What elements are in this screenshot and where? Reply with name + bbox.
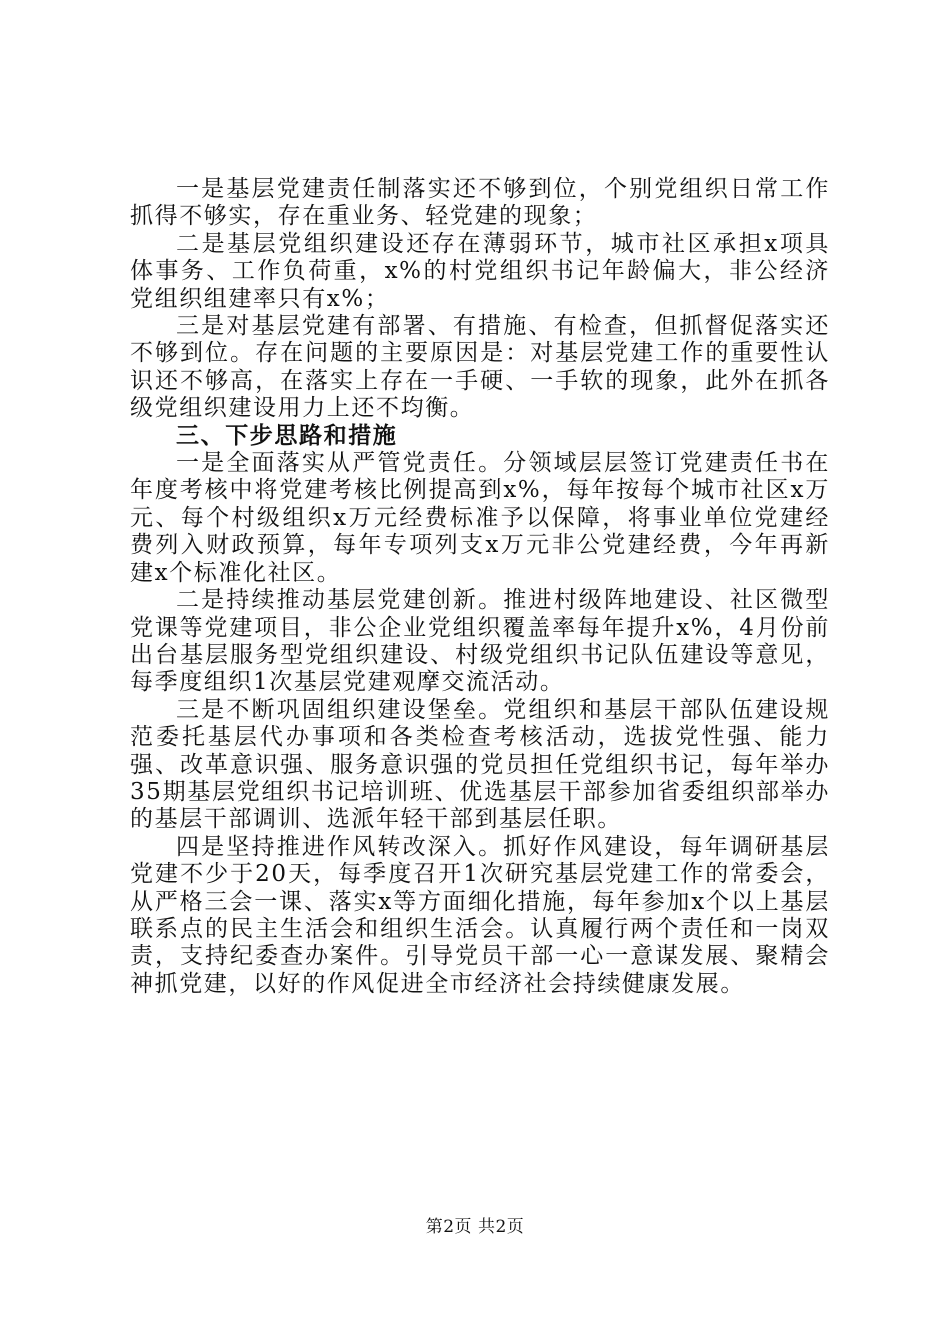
- document-body: [130, 176, 830, 998]
- paragraph-measure-1: 一是全面落实从严管党责任。分领域层层签订党建责任书在年度考核中将党建考核比例提高到x%，每年按每个城市社区x万元、每个村级组织x万元经费标准予以保障，将事业单位党建经费列入财政预算，每年专项列支x万元非公党建经费，今年再新建x个标准化社区。: [130, 450, 830, 586]
- section-heading: 三、下步思路和措施: [176, 422, 398, 449]
- paragraph-measure-2: 二是持续推动基层党建创新。推进村级阵地建设、社区微型党课等党建项目，非公企业党组织覆盖率每年提升x%，4月份前出台基层服务型党组织建设、村级党组织书记队伍建设等意见，每季度组织1次基层党建观摩交流活动。: [130, 587, 830, 696]
- paragraph-problem-3: 三是对基层党建有部署、有措施、有检查，但抓督促落实还不够到位。存在问题的主要原因是：对基层党建工作的重要性认识还不够高，在落实上存在一手硬、一手软的现象，此外在抓各级党组织建设用力上还不均衡。: [130, 313, 830, 422]
- paragraph-problem-2: 二是基层党组织建设还存在薄弱环节，城市社区承担x项具体事务、工作负荷重，x%的村党组织书记年龄偏大，非公经济党组织组建率只有x%；: [130, 230, 830, 312]
- page-footer: 第2页 共2页: [425, 1217, 525, 1237]
- paragraph-problem-1: 一是基层党建责任制落实还不够到位，个别党组织日常工作抓得不够实，存在重业务、轻党建的现象；: [130, 176, 830, 230]
- paragraph-measure-4: 四是坚持推进作风转改深入。抓好作风建设，每年调研基层党建不少于20天，每季度召开1次研究基层党建工作的常委会，从严格三会一课、落实x等方面细化措施，每年参加x个以上基层联系点的民主生活会和组织生活会。认真履行两个责任和一岗双责，支持纪委查办案件。引导党员干部一心一意谋发展、聚精会神抓党建，以好的作风促进全市经济社会持续健康发展。: [130, 833, 830, 997]
- paragraph-measure-3: 三是不断巩固组织建设堡垒。党组织和基层干部队伍建设规范委托基层代办事项和各类检查考核活动，选拔党性强、能力强、改革意识强、服务意识强的党员担任党组织书记，每年举办35期基层党组织书记培训班、优选基层干部参加省委组织部举办的基层干部调训、选派年轻干部到基层任职。: [130, 696, 830, 833]
